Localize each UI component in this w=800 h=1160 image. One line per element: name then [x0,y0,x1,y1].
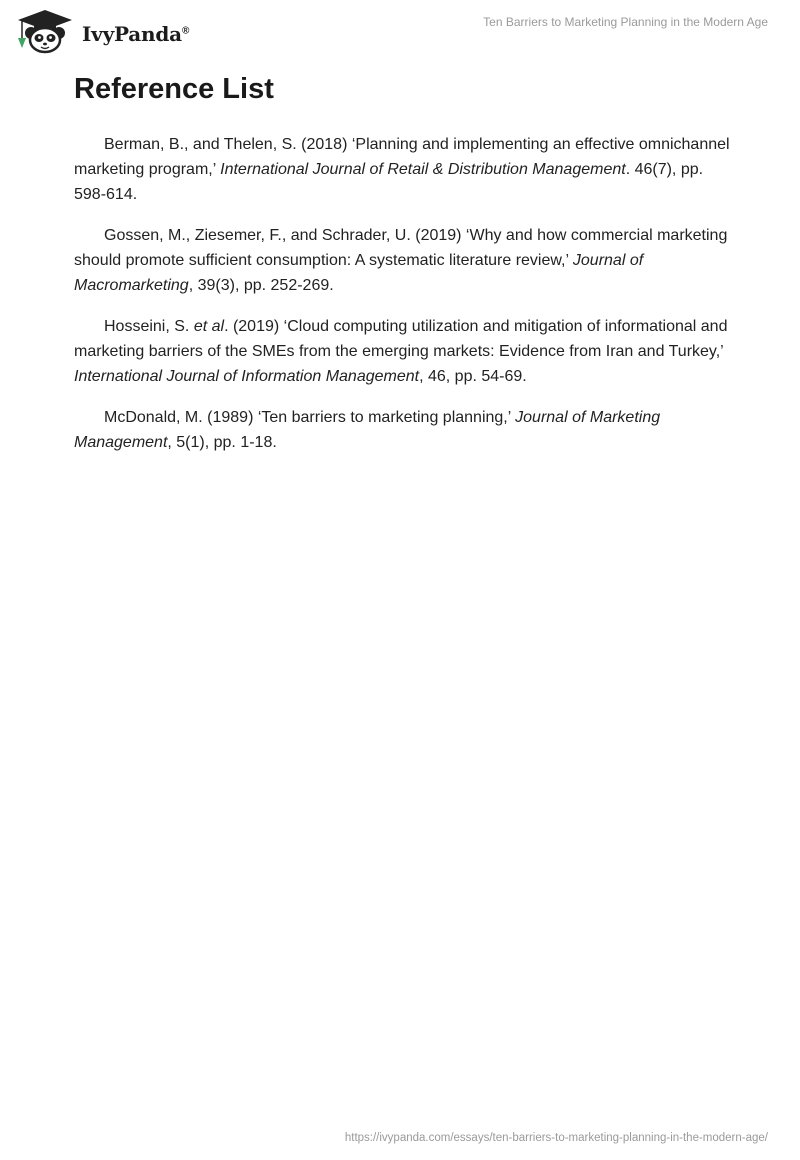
page-title: Reference List [74,73,274,105]
brand-name: IvyPanda® [82,22,190,46]
reference-item: Hosseini, S. et al. (2019) ‘Cloud computing utilization and mitigation of informational and marketing barriers of the SMEs from the emerging markets: Evidence from Iran and Turkey,’ International Journal of Information Management, 46, pp. 54-69. [74,318,728,385]
reference-item: McDonald, M. (1989) ‘Ten barriers to marketing planning,’ Journal of Marketing Management, 5(1), pp. 1-18. [74,409,661,451]
reference-item: Berman, B., and Thelen, S. (2018) ‘Planning and implementing an effective omnichannel marketing program,’ International Journal of Retail & Distribution Management. 46(7), pp. 598-614. [74,136,730,203]
ivypanda-logo[interactable] [14,8,189,54]
source-url-link[interactable]: https://ivypanda.com/essays/ten-barriers-to-marketing-planning-in-the-modern-age/ [344,1132,768,1144]
document-title: Ten Barriers to Marketing Planning in the Modern Age [483,15,768,29]
panda-mascot-icon [14,8,76,54]
reference-list [74,132,734,471]
reference-item: Gossen, M., Ziesemer, F., and Schrader, U. (2019) ‘Why and how commercial marketing should promote sufficient consumption: A systematic literature review,’ Journal of Macromarketing, 39(3), pp. 252-269. [74,227,728,294]
page-header [0,0,800,64]
